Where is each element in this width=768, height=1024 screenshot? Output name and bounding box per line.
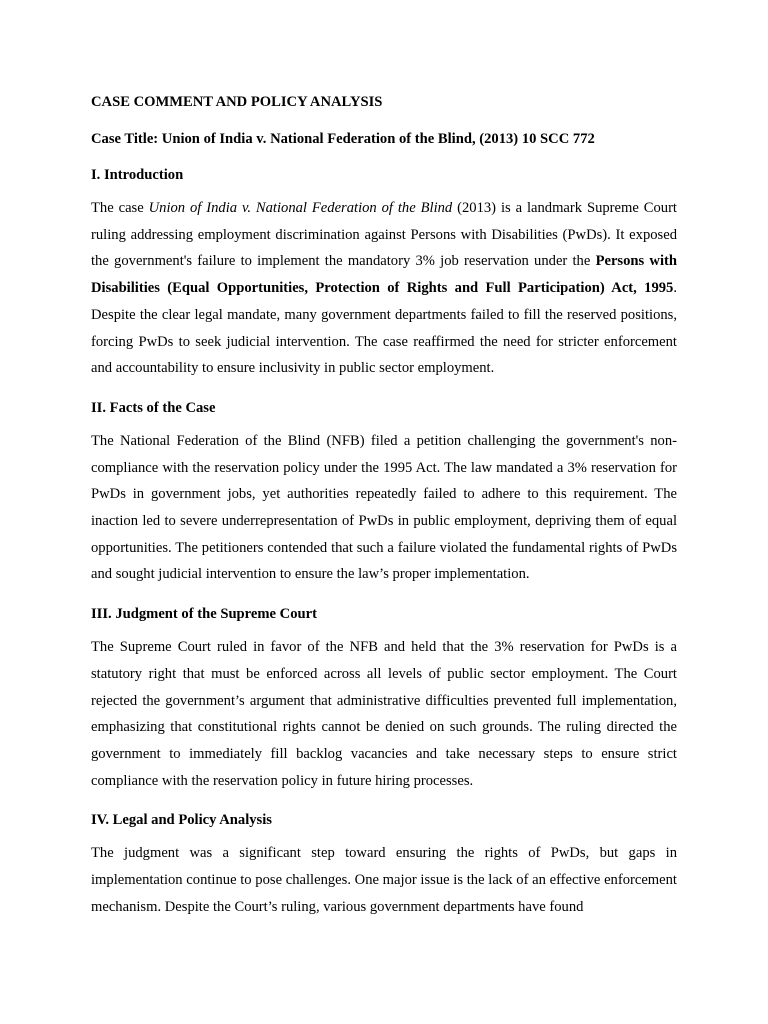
analysis-paragraph: The judgment was a significant step toward ensuring the rights of PwDs, but gaps in implementation continue to pose challenges. One major issue is the lack of an effective enforcement mechanism. Despite the Court’s ruling, various government departments have found [91, 845, 677, 915]
case-name-italic: Union of India v. National Federation of the Blind [148, 200, 453, 216]
judgment-paragraph: The Supreme Court ruled in favor of the NFB and held that the 3% reservation for PwDs is a statutory right that must be enforced across all levels of public sector employment. The Court rejected the government’s argument that administrative difficulties prevented full implementation, emphasizing that constitutional rights cannot be denied on such grounds. The ruling directed the government to immediately fill backlog vacancies and take necessary steps to ensure strict compliance with the reservation policy in future hiring processes. [91, 639, 677, 789]
section-heading-judgment: III. Judgment of the Supreme Court [91, 606, 317, 623]
document-page [91, 92, 677, 920]
act-name-bold: Persons with Disabilities (Equal Opportunities, Protection of Rights and Full Participation) Act, 1995 [91, 253, 677, 297]
section-heading-introduction: I. Introduction [91, 167, 184, 183]
introduction-paragraph [91, 195, 677, 382]
section-heading-analysis: IV. Legal and Policy Analysis [91, 812, 272, 829]
intro-text-post: . Despite the clear legal mandate, many government departments failed to fill the reserved positions, forcing PwDs to seek judicial intervention. The case reaffirmed the need for stricter enforcement and accountability to ensure inclusivity in public sector employment. [91, 280, 677, 377]
intro-text-mid: (2013) is a landmark Supreme Court ruling addressing employment discrimination against Persons with Disabilities (PwDs). It exposed the government's failure to implement the mandatory 3% job reservation under the [91, 200, 677, 270]
section-heading-facts: II. Facts of the Case [91, 399, 216, 416]
intro-text-pre: The case [91, 200, 149, 216]
case-title: Case Title: Union of India v. National Federation of the Blind, (2013) 10 SCC 772 [91, 131, 595, 147]
document-heading: CASE COMMENT AND POLICY ANALYSIS [91, 94, 383, 110]
facts-paragraph: The National Federation of the Blind (NFB) filed a petition challenging the government's non-compliance with the reservation policy under the 1995 Act. The law mandated a 3% reservation for PwDs in government jobs, yet authorities repeatedly failed to adhere to this requirement. The inaction led to severe underrepresentation of PwDs in public employment, depriving them of equal opportunities. The petitioners contended that such a failure violated the fundamental rights of PwDs and sought judicial intervention to ensure the law’s proper implementation. [91, 432, 677, 583]
